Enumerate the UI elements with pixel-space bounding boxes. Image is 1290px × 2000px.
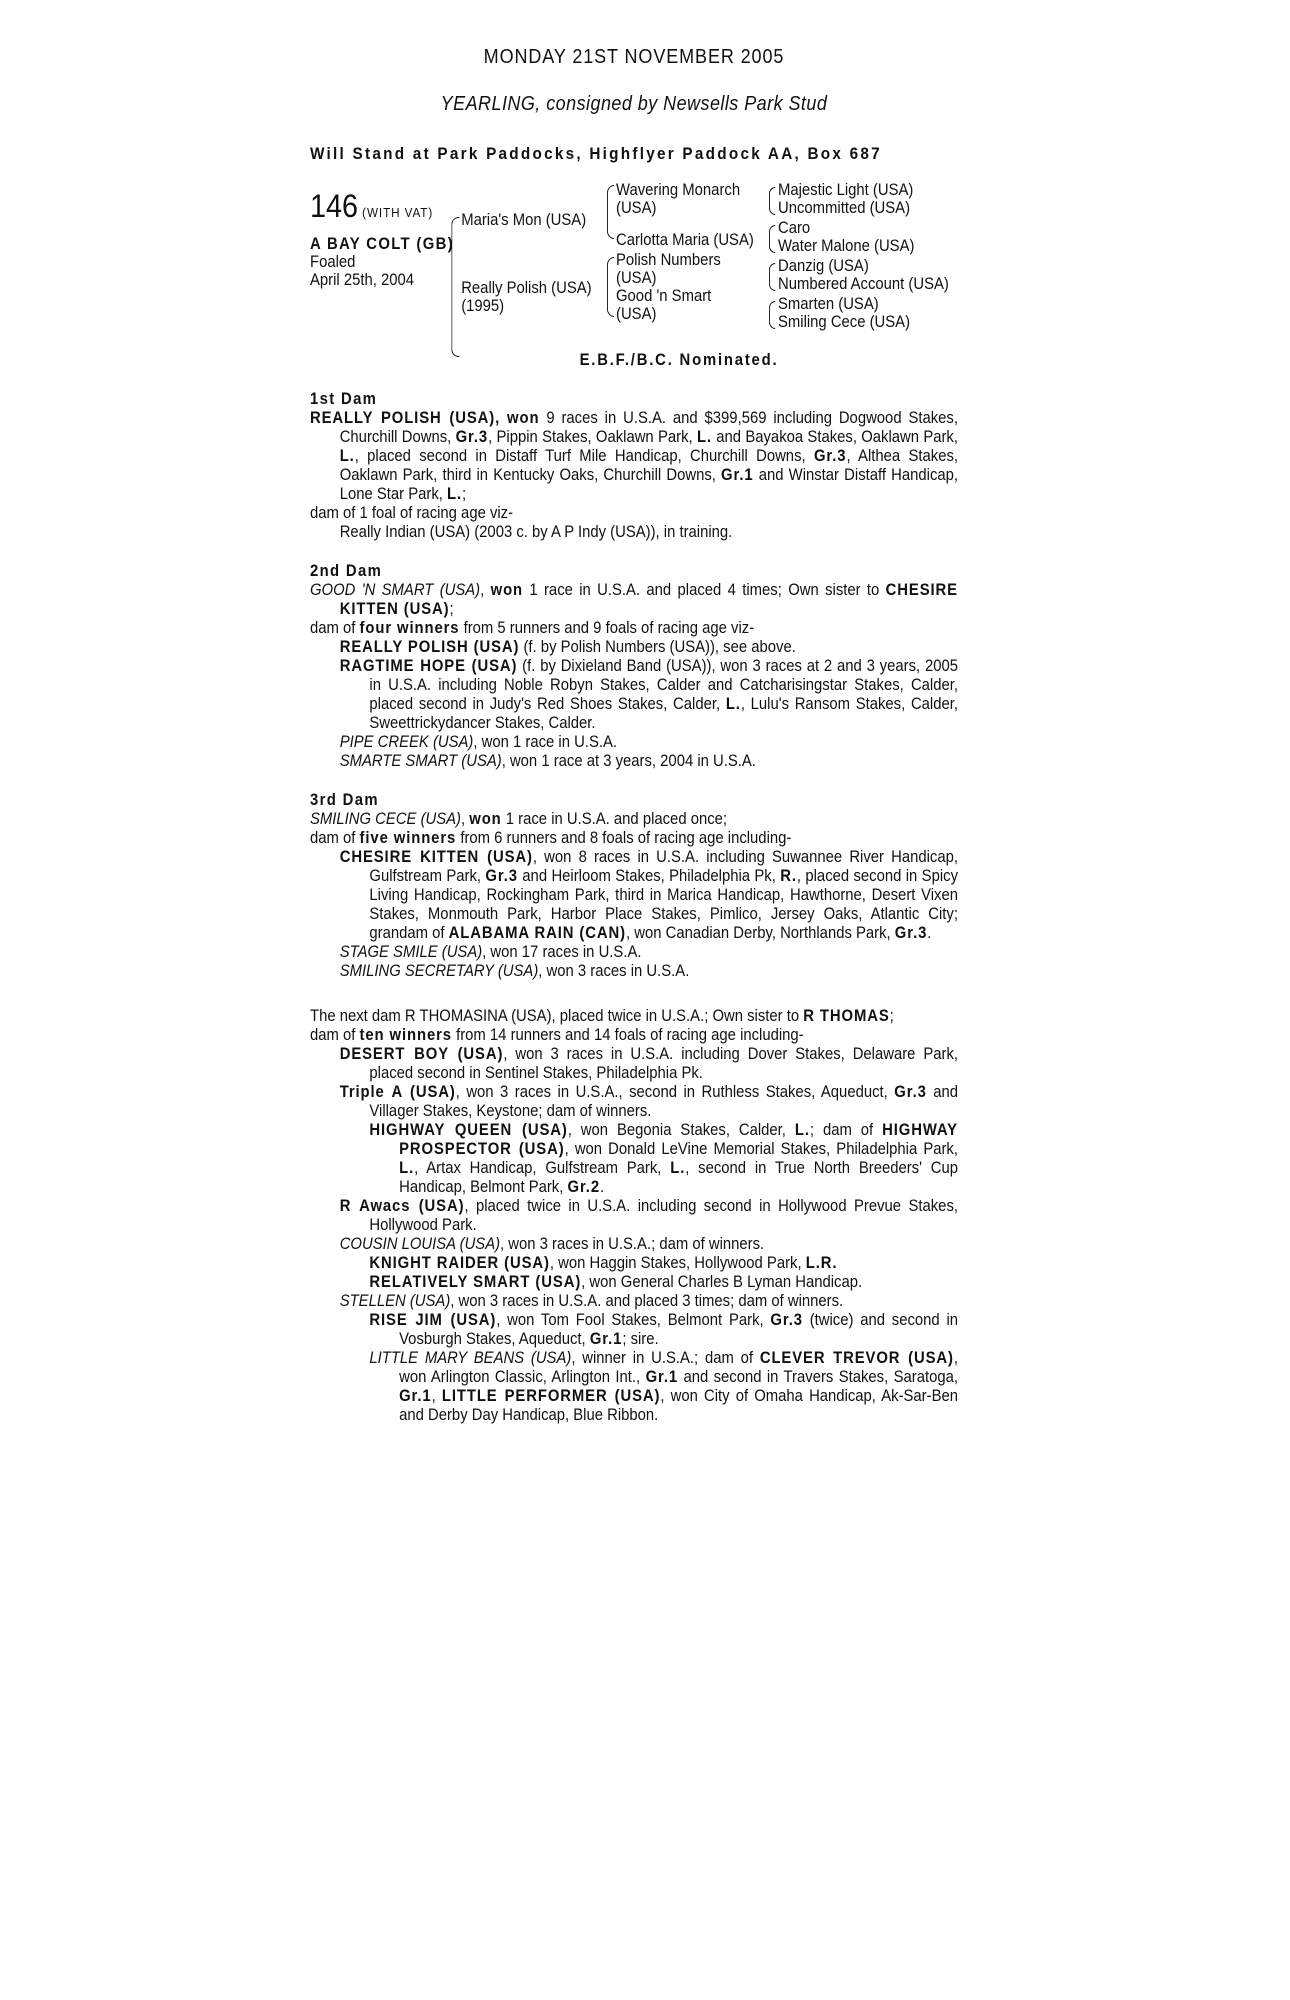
second-dam-produce-4: SMARTE SMART (USA), won 1 race at 3 years, 2004 in U.S.A.: [339, 752, 756, 770]
next-dam-produce-3: R Awacs (USA), placed twice in U.S.A. including second in Hollywood Prevue Stakes, Hollywood Park.: [339, 1197, 958, 1234]
next-dam-produce-4b: RELATIVELY SMART (USA), won General Charles B Lyman Handicap.: [369, 1273, 863, 1291]
next-dam-produce-2: Triple A (USA), won 3 races in U.S.A., second in Ruthless Stakes, Aqueduct, Gr.3 and Villager Stakes, Keystone; dam of winners.: [339, 1083, 959, 1120]
second-dam-produce-intro: dam of four winners from 5 runners and 9 foals of racing age viz-: [310, 619, 755, 637]
third-dam-section: [310, 791, 958, 981]
foaled-date: April 25th, 2004: [310, 271, 415, 289]
third-dam-produce-2: STAGE SMILE (USA), won 17 races in U.S.A.: [339, 943, 642, 961]
dam-brace: [607, 257, 614, 317]
lot-description: A BAY COLT (GB): [310, 235, 455, 253]
next-dam-produce-4a: KNIGHT RAIDER (USA), won Haggin Stakes, Hollywood Park, L.R.: [369, 1254, 838, 1272]
second-dam-record: GOOD 'N SMART (USA), won 1 race in U.S.A. and placed 4 times; Own sister to CHESIRE KITTEN (USA);: [310, 581, 958, 618]
consignment-line: YEARLING, consigned by Newsells Park Stud: [440, 93, 828, 115]
next-dam-produce-5b: LITTLE MARY BEANS (USA), winner in U.S.A.; dam of CLEVER TREVOR (USA), won Arlington Classic, Arlington Int., Gr.1 and second in Travers Stakes, Saratoga, Gr.1, LITTLE PERFORMER (USA), won City of Omaha Handicap, Ak-Sar-Ben and Derby Day Handicap, Blue Ribbon.: [369, 1349, 958, 1424]
next-dam-section: [310, 1007, 958, 1425]
ddd-name: Smiling Cece (USA): [778, 313, 911, 331]
ssd-name: Uncommitted (USA): [778, 199, 911, 217]
next-dam-produce-5: STELLEN (USA), won 3 races in U.S.A. and placed 3 times; dam of winners.: [339, 1292, 844, 1310]
foaled-label: Foaled: [310, 253, 356, 271]
dsd-name: Numbered Account (USA): [778, 275, 949, 293]
catalogue-page: [310, 48, 958, 1425]
sire-sire: Wavering Monarch: [616, 181, 741, 199]
second-dam-name: GOOD 'N SMART (USA): [310, 581, 481, 599]
next-dam-produce-intro: dam of ten winners from 14 runners and 14 foals of racing age including-: [310, 1026, 804, 1044]
sds-name: Caro: [778, 219, 811, 237]
dam-year: (1995): [461, 297, 505, 315]
lot-number: 146: [310, 188, 359, 224]
second-dam-heading: 2nd Dam: [310, 562, 383, 580]
sire-dam: Carlotta Maria (USA): [616, 231, 754, 249]
second-dam-produce-1: REALLY POLISH (USA) (f. by Polish Numbers (USA)), see above.: [339, 638, 796, 656]
third-dam-record: SMILING CECE (USA), won 1 race in U.S.A. and placed once;: [310, 810, 728, 828]
sale-date: MONDAY 21ST NOVEMBER 2005: [483, 46, 785, 68]
first-dam-heading: 1st Dam: [310, 390, 378, 408]
nomination-note: E.B.F./B.C. Nominated.: [579, 351, 779, 369]
first-dam-produce-intro: dam of 1 foal of racing age viz-: [310, 504, 514, 522]
sdd-name: Water Malone (USA): [778, 237, 915, 255]
stand-location: Will Stand at Park Paddocks, Highflyer Paddock AA, Box 687: [310, 144, 882, 163]
ds-brace: [769, 263, 775, 291]
sire-sire-country: (USA): [616, 199, 657, 217]
third-dam-produce-3: SMILING SECRETARY (USA), won 3 races in U.S.A.: [339, 962, 690, 980]
dss-name: Danzig (USA): [778, 257, 869, 275]
sd-brace: [769, 225, 775, 253]
second-dam-produce-3: PIPE CREEK (USA), won 1 race in U.S.A.: [339, 733, 618, 751]
first-dam-record: REALLY POLISH (USA), won 9 races in U.S.A. and $399,569 including Dogwood Stakes, Churchill Downs, Gr.3, Pippin Stakes, Oaklawn Park, L. and Bayakoa Stakes, Oaklawn Park, L., placed second in Distaff Turf Mile Handicap, Churchill Downs, Gr.3, Althea Stakes, Oaklawn Park, third in Kentucky Oaks, Churchill Downs, Gr.1 and Winstar Distaff Handicap, Lone Star Park, L.;: [310, 409, 959, 503]
ss-brace: [769, 187, 775, 215]
dd-brace: [769, 301, 775, 329]
dds-name: Smarten (USA): [778, 295, 879, 313]
third-dam-heading: 3rd Dam: [310, 791, 379, 809]
third-dam-produce-1: CHESIRE KITTEN (USA), won 8 races in U.S.A. including Suwannee River Handicap, Gulfstream Park, Gr.3 and Heirloom Stakes, Philadelphia Pk, R., placed second in Spicy Living Handicap, Rockingham Park, third in Marica Handicap, Hawthorne, Desert Vixen Stakes, Monmouth Park, Harbor Place Stakes, Pimlico, Jersey Oaks, Atlantic City; grandam of ALABAMA RAIN (CAN), won Canadian Derby, Northlands Park, Gr.3.: [339, 848, 958, 942]
dam-sire-country: (USA): [616, 269, 657, 287]
second-dam-produce-2: RAGTIME HOPE (USA) (f. by Dixieland Band (USA)), won 3 races at 2 and 3 years, 2005 in U.S.A. including Noble Robyn Stakes, Calder and Catcharisingstar Stakes, Calder, placed second in Judy's Red Shoes Stakes, Calder, L., Lulu's Ransom Stakes, Calder, Sweettrickydancer Stakes, Calder.: [339, 657, 958, 732]
next-dam-produce-4: COUSIN LOUISA (USA), won 3 races in U.S.A.; dam of winners.: [339, 1235, 765, 1253]
second-dam-section: [310, 562, 958, 771]
next-dam-produce-2a: HIGHWAY QUEEN (USA), won Begonia Stakes, Calder, L.; dam of HIGHWAY PROSPECTOR (USA), won Donald LeVine Memorial Stakes, Philadelphia Park, L., Artax Handicap, Gulfstream Park, L., second in True North Breeders' Cup Handicap, Belmont Park, Gr.2.: [369, 1121, 958, 1196]
first-dam-name: REALLY POLISH (USA),: [310, 409, 501, 427]
vat-label: (WITH VAT): [362, 205, 434, 220]
third-dam-produce-intro: dam of five winners from 6 runners and 8 foals of racing age including-: [310, 829, 792, 847]
lot-number-line: [310, 189, 433, 223]
next-dam-produce-1: DESERT BOY (USA), won 3 races in U.S.A. including Dover Stakes, Delaware Park, placed second in Sentinel Stakes, Philadelphia Pk.: [339, 1045, 958, 1082]
sire-name: Maria's Mon (USA): [461, 211, 587, 229]
dam-sire: Polish Numbers: [616, 251, 721, 269]
dam-dam-country: (USA): [616, 305, 657, 323]
first-dam-foal: Really Indian (USA) (2003 c. by A P Indy (USA)), in training.: [339, 523, 733, 541]
pedigree-brace: [451, 217, 459, 357]
sire-brace: [607, 185, 614, 239]
pedigree-table: [310, 181, 958, 351]
sss-name: Majestic Light (USA): [778, 181, 914, 199]
next-dam-produce-5a: RISE JIM (USA), won Tom Fool Stakes, Belmont Park, Gr.3 (twice) and second in Vosburgh Stakes, Aqueduct, Gr.1; sire.: [369, 1311, 958, 1348]
third-dam-name: SMILING CECE (USA): [310, 810, 462, 828]
next-dam-record: The next dam R THOMASINA (USA), placed twice in U.S.A.; Own sister to R THOMAS;: [310, 1007, 894, 1025]
dam-dam: Good 'n Smart: [616, 287, 712, 305]
dam-name: Really Polish (USA): [461, 279, 592, 297]
first-dam-section: [310, 390, 958, 542]
